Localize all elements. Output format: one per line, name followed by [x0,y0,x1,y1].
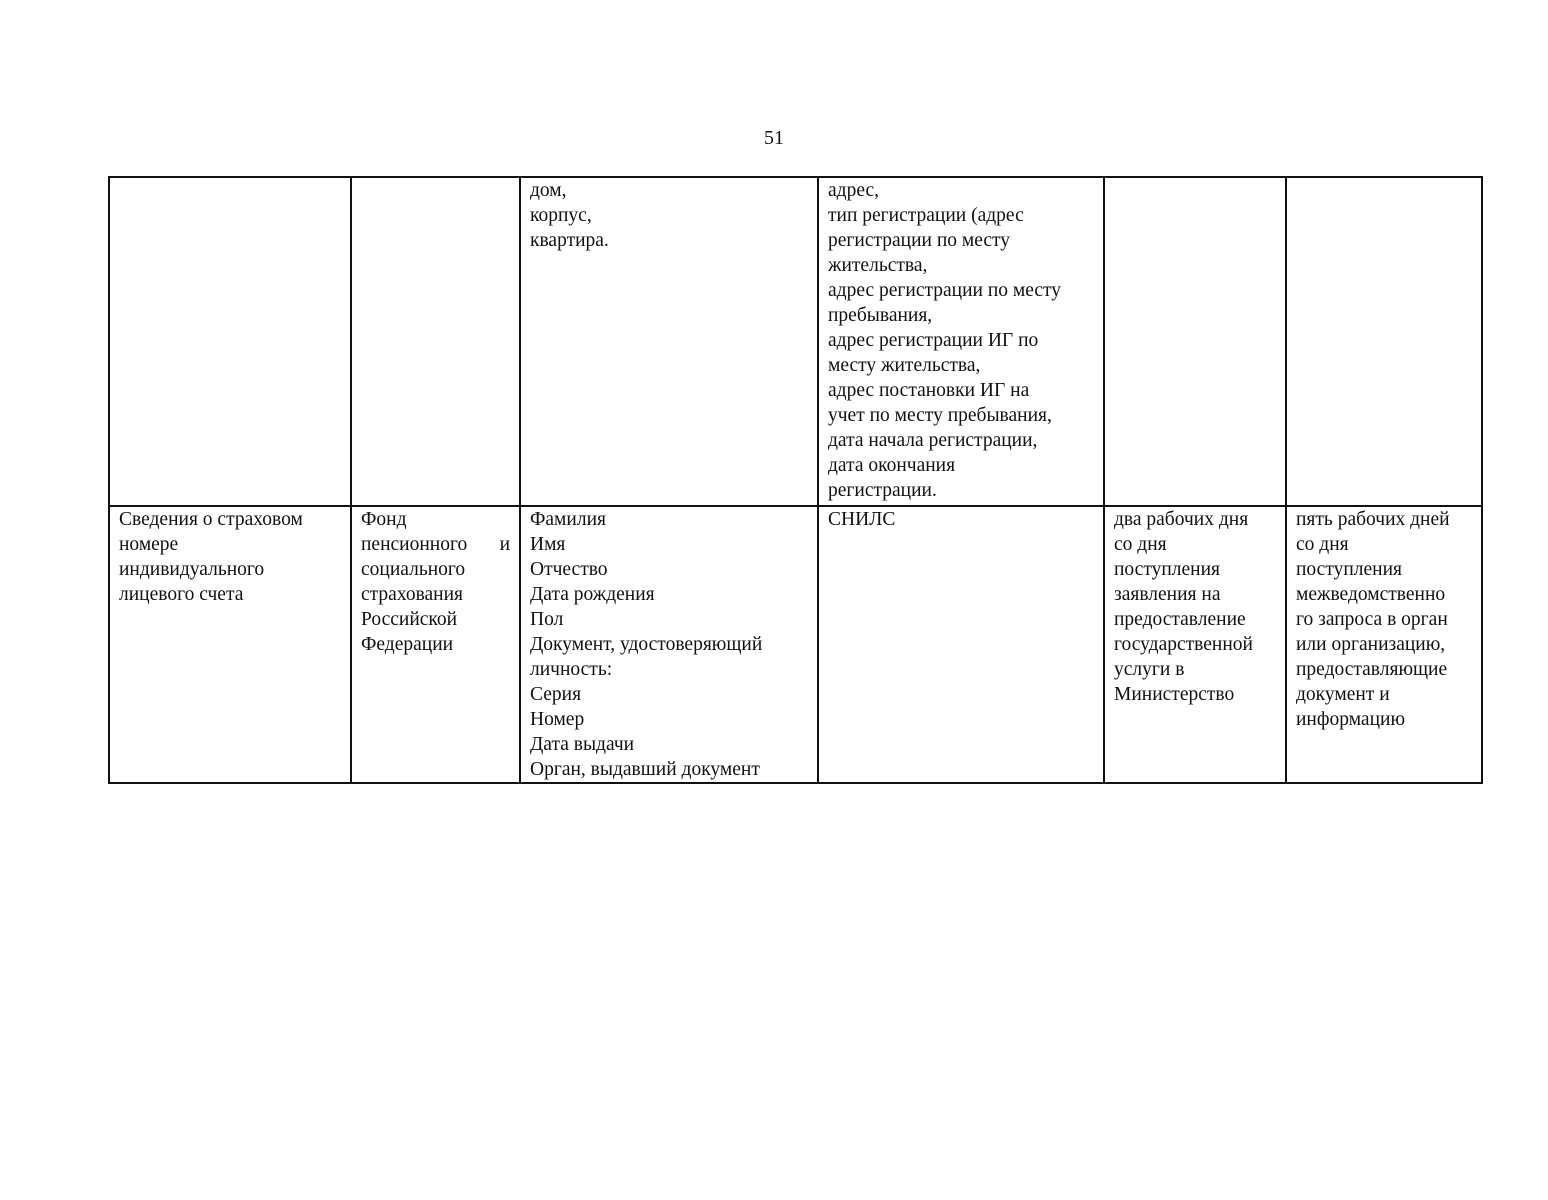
cell-line: услуги в [1114,659,1185,680]
cell-line: месту жительства, [828,355,981,376]
document-table [108,176,1483,784]
cell-line: адрес регистрации по месту [828,280,1062,301]
cell-line: индивидуального [119,559,265,580]
cell-line: Федерации [361,634,454,655]
cell-line: два рабочих дня [1114,509,1249,530]
cell-line: Серия [530,684,582,705]
cell-info-name [109,177,351,506]
cell-line: адрес постановки ИГ на [828,380,1030,401]
cell-line: личность: [530,659,613,680]
cell-line: адрес, [828,180,879,201]
cell-line: лицевого счета [119,584,244,605]
cell-line: страхования [361,584,464,605]
cell-line: информацию [1296,709,1406,730]
cell-response-deadline [1286,177,1482,506]
table-row [109,177,1482,506]
cell-line: го запроса в орган [1296,609,1448,630]
cell-line: Отчество [530,559,608,580]
cell-line: Фамилия [530,509,606,530]
cell-line: Номер [530,709,585,730]
cell-line: регистрации по месту [828,230,1011,251]
cell-line: дата начала регистрации, [828,430,1038,451]
cell-line: социального [361,559,466,580]
cell-line: жительства, [828,255,928,276]
page-number: 51 [764,127,784,149]
cell-line: корпус, [530,205,592,226]
cell-request-deadline [1104,177,1286,506]
cell-line: пенсионного и [361,534,510,555]
cell-line: предоставляющие [1296,659,1448,680]
cell-line: или организацию, [1296,634,1446,655]
cell-line: предоставление [1114,609,1246,630]
cell-line: заявления на [1114,584,1221,605]
cell-line: Министерство [1114,684,1235,705]
cell-response-fields [818,506,1104,783]
cell-line: СНИЛС [828,509,896,530]
cell-line: Дата рождения [530,584,655,605]
cell-line: межведомственно [1296,584,1446,605]
cell-line: дата окончания [828,455,956,476]
cell-line: номере [119,534,179,555]
cell-response-fields [818,177,1104,506]
cell-request-fields [520,177,818,506]
cell-info-name [109,506,351,783]
cell-line: поступления [1114,559,1221,580]
cell-line: со дня [1114,534,1167,555]
cell-line: поступления [1296,559,1403,580]
cell-line: Пол [530,609,564,630]
cell-line: регистрации. [828,480,937,501]
cell-provider [351,177,520,506]
cell-line: тип регистрации (адрес [828,205,1024,226]
table-row [109,506,1482,783]
cell-line: пять рабочих дней [1296,509,1450,530]
cell-line: пребывания, [828,305,933,326]
cell-line: документ и [1296,684,1390,705]
cell-provider [351,506,520,783]
cell-line: дом, [530,180,567,201]
cell-line: Дата выдачи [530,734,635,755]
cell-line: Фонд [361,509,407,530]
cell-line: учет по месту пребывания, [828,405,1052,426]
cell-line: со дня [1296,534,1349,555]
cell-request-deadline [1104,506,1286,783]
cell-line: адрес регистрации ИГ по [828,330,1039,351]
cell-line: Российской [361,609,458,630]
cell-line: государственной [1114,634,1253,655]
cell-line: Сведения о страховом [119,509,303,530]
cell-line: Имя [530,534,566,555]
cell-line: квартира. [530,230,609,251]
cell-request-fields [520,506,818,783]
cell-response-deadline [1286,506,1482,783]
cell-line: Документ, удостоверяющий [530,634,763,655]
cell-line: Орган, выдавший документ [530,759,760,780]
